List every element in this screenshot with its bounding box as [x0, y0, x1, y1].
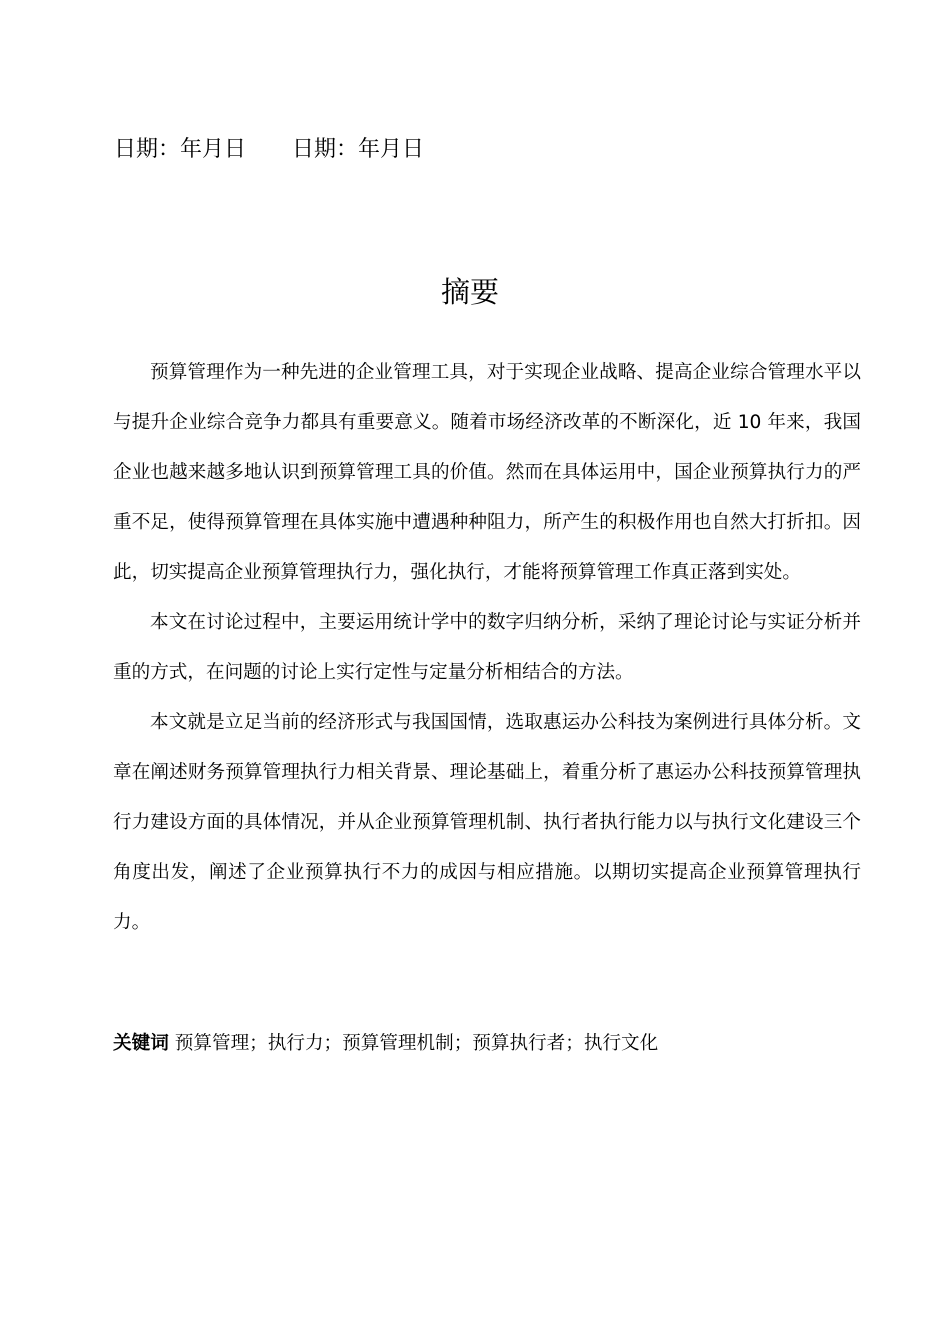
abstract-paragraph-3: 本文就是立足当前的经济形式与我国国情，选取惠运办公科技为案例进行具体分析。文章在阐述财务预算管理执行力相关背景、理论基础上，着重分析了惠运办公科技预算管理执行力建设方面的具体情况，并从企业预算管理机制、执行者执行能力以与执行文化建设三个角度出发，阐述了企业预算执行不力的成因与相应措施。以期切实提高企业预算管理执行力。	[113, 712, 861, 933]
abstract-body	[113, 348, 861, 948]
keywords-line	[113, 1028, 873, 1060]
abstract-paragraph-1: 预算管理作为一种先进的企业管理工具，对于实现企业战略、提高企业综合管理水平以与提升企业综合竞争力都具有重要意义。随着市场经济改革的不断深化，近 10 年来，我国企业也越来越多地认识到预算管理工具的价值。然而在具体运用中，国企业预算执行力的严重不足，使得预算管理在具体实施中遭遇种种阻力，所产生的积极作用也自然大打折扣。因此，切实提高企业预算管理执行力，强化执行，才能将预算管理工作真正落到实处。	[113, 362, 861, 583]
keywords-label: 关键词	[113, 1033, 169, 1054]
abstract-paragraph-2: 本文在讨论过程中，主要运用统计学中的数字归纳分析，采纳了理论讨论与实证分析并重的方式，在问题的讨论上实行定性与定量分析相结合的方法。	[113, 612, 861, 683]
abstract-title: 摘要	[440, 275, 499, 309]
date-field-2: 日期：年月日	[292, 137, 425, 162]
date-line	[114, 136, 424, 164]
keywords-list: 预算管理；执行力；预算管理机制；预算执行者；执行文化	[174, 1033, 659, 1054]
date-field-1: 日期：年月日	[114, 137, 247, 162]
